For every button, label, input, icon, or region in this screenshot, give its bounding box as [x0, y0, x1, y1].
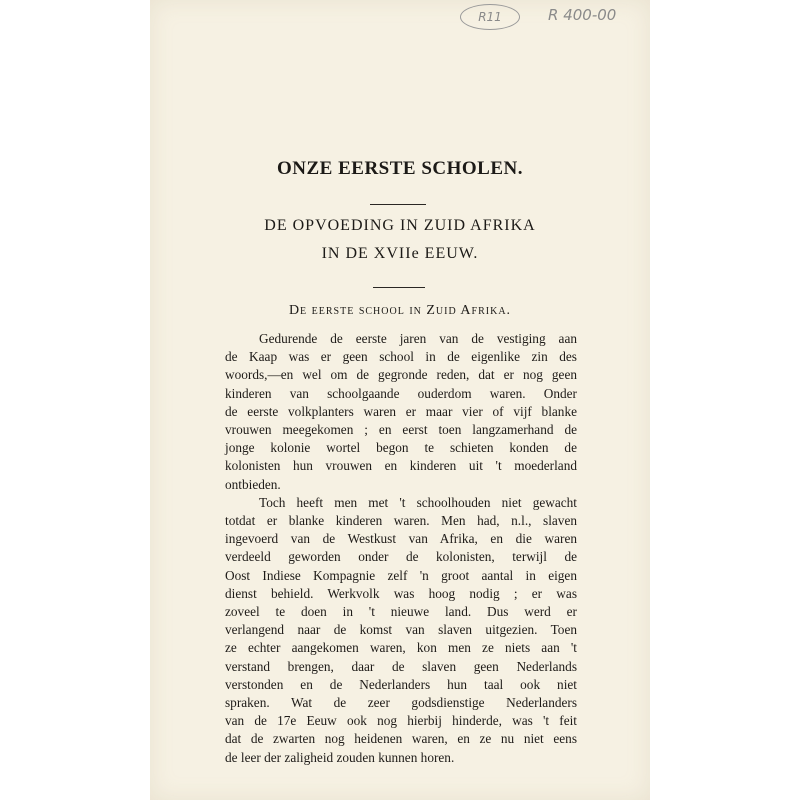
text-line: Gedurende de eerste jaren van de vestiging aan [259, 331, 577, 346]
text-line: Toch heeft men met 't schoolhouden niet gewacht [259, 494, 577, 510]
text-line: kolonisten hun vrouwen en kinderen uit 't moederland [225, 458, 577, 474]
text-line: zoveel te doen in 't nieuwe land. Dus werd er [225, 604, 577, 620]
text-line: jonge kolonie wortel begon te schieten konden de [225, 440, 577, 456]
text-line: woords,—en wel om de gegronde reden, dat er nog geen [225, 367, 577, 383]
text-line: verlangend naar de komst van slaven uitgezien. Toen [225, 622, 577, 638]
text-line: ze echter aangekomen waren, kon men ze niets aan 't [225, 640, 577, 656]
divider-rule [370, 204, 426, 205]
text-line: totdat er blanke kinderen waren. Men had, n.l., slaven [225, 513, 577, 529]
subtitle-line-2: IN DE XVIIe EEUW. [321, 245, 479, 262]
text-line: de leer der zaligheid zouden kunnen horen. [225, 749, 455, 765]
paragraph [225, 494, 577, 767]
text-line: dienst behield. Werkvolk was hoog nodig ; er was [225, 585, 577, 601]
document-title: ONZE EERSTE SCHOLEN. [277, 158, 523, 179]
text-line: de Kaap was er geen school in de eigenlike zin des [225, 349, 577, 365]
section-title: De eerste school in Zuid Afrika. [288, 303, 512, 318]
text-line: verdeeld geworden onder de kolonisten, terwijl de [225, 549, 577, 565]
text-line: van de 17e Eeuw ook nog hierbij hinderde, was 't feit [225, 713, 577, 729]
text-line: de eerste volkplanters waren er maar vier of vijf blanke [225, 403, 577, 419]
circled-pencil-note: R11 [460, 4, 520, 30]
subtitle-line-1: DE OPVOEDING IN ZUID AFRIKA [264, 217, 536, 234]
divider-rule [373, 287, 425, 288]
text-line: verstonden en de Nederlanders hun taal ook niet [225, 676, 577, 692]
text-line: dat de zwarten nog heidenen waren, en ze nu niet eens [225, 731, 577, 747]
text-line: verstand brengen, daar de slaven geen Nederlands [225, 658, 577, 674]
text-line: Oost Indiese Kompagnie zelf 'n groot aantal in eigen [225, 567, 577, 583]
text-line: spraken. Wat de zeer godsdienstige Nederlanders [225, 695, 577, 711]
body-text [225, 330, 577, 767]
text-line: kinderen van schoolgaande ouderdom waren. Onder [225, 385, 577, 401]
text-line: ontbieden. [225, 476, 281, 492]
text-line: ingevoerd van de Westkust van Afrika, en die waren [225, 531, 577, 547]
pencil-price-note: R 400-00 [548, 6, 617, 24]
paragraph [225, 330, 577, 494]
text-line: vrouwen meegekomen ; en eerst toen langzamerhand de [225, 422, 577, 438]
